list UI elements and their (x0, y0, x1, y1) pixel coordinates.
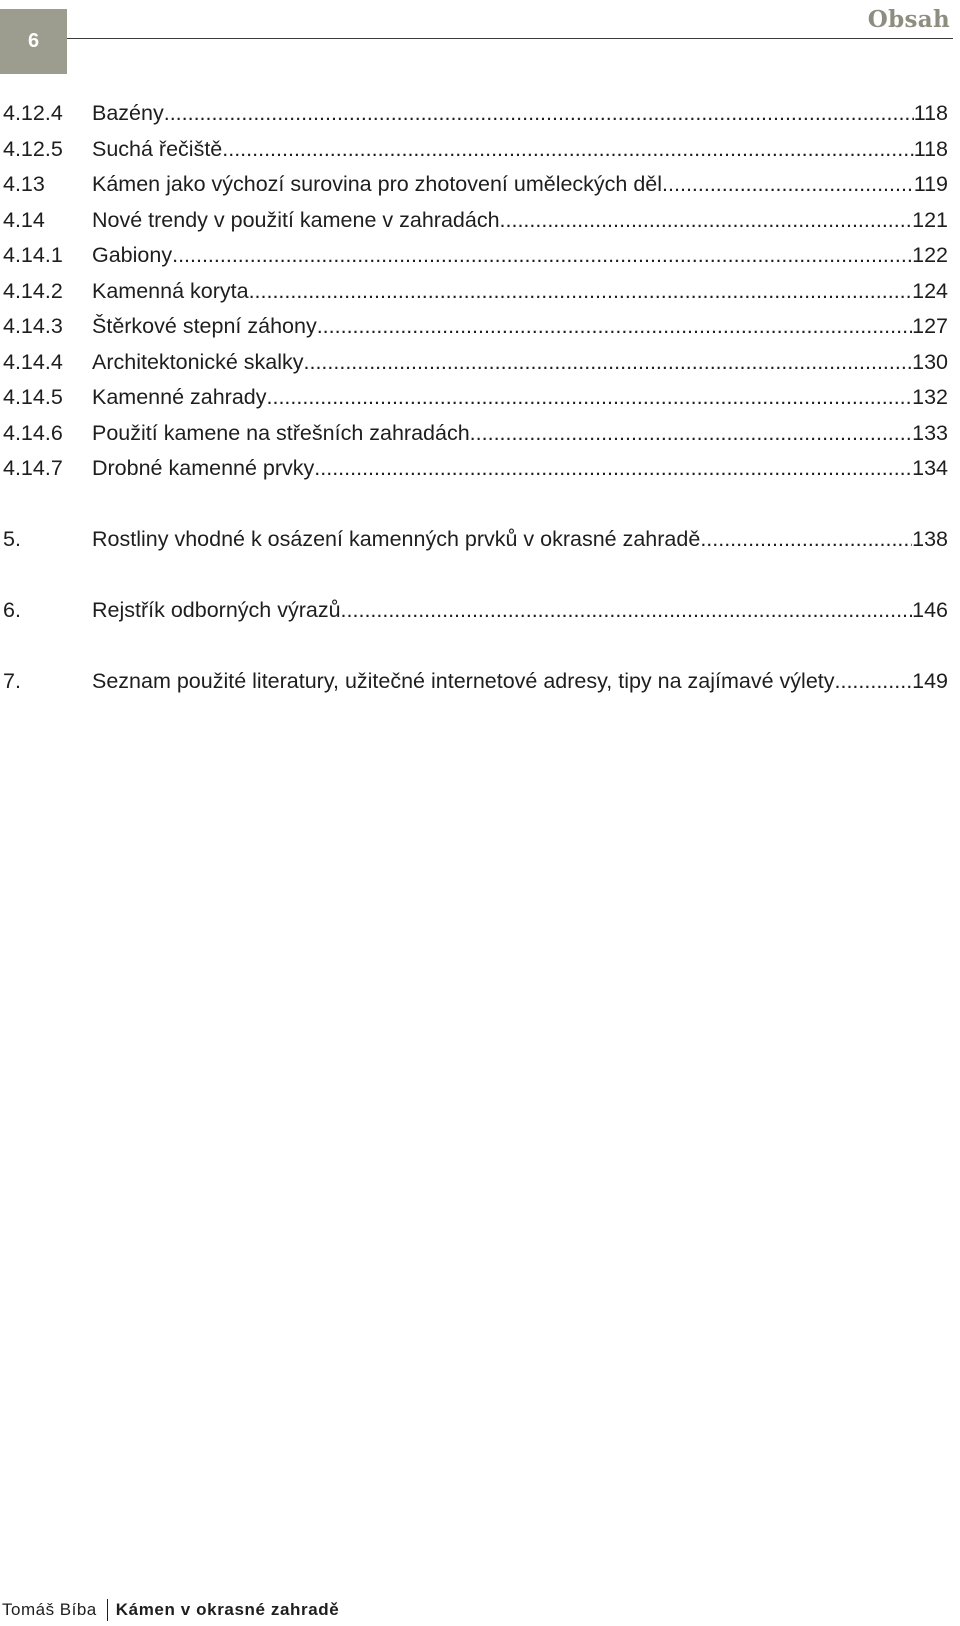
toc-entry-page: 138 (912, 527, 948, 551)
toc-entry-number: 6. (3, 598, 21, 622)
toc-entry-page: 134 (912, 456, 948, 480)
toc-entry-title: Architektonické skalky (92, 349, 304, 374)
header-rule (67, 38, 953, 39)
page-number-badge (0, 9, 67, 74)
footer-book-title: Kámen v okrasné zahradě (115, 1600, 340, 1619)
toc-entry-page: 122 (912, 243, 948, 267)
toc-entry-title: Seznam použité literatury, užitečné internetové adresy, tipy na zajímavé výlety (92, 669, 835, 693)
toc-leader-dots (314, 451, 912, 487)
toc-leader-dots (700, 522, 912, 558)
toc-entry-title: Štěrkové stepní záhony (92, 314, 317, 338)
toc-entry-number: 4.14.7 (3, 456, 63, 480)
toc-entry[interactable] (0, 416, 948, 452)
toc-entry-number: 4.12.4 (3, 101, 63, 125)
toc-entry[interactable] (0, 203, 948, 239)
toc-entry[interactable] (0, 238, 948, 274)
toc-entry[interactable] (0, 593, 948, 629)
toc-entry-page: 121 (912, 207, 948, 232)
section-title: Obsah (867, 6, 950, 33)
toc-entry-number: 4.14.2 (3, 278, 63, 303)
toc-entry[interactable] (0, 522, 948, 558)
toc-entry-title: Rejstřík odborných výrazů (92, 598, 341, 622)
toc-entry-title: Rostliny vhodné k osázení kamenných prvků v okrasné zahradě (92, 527, 701, 551)
toc-entry-page: 130 (912, 349, 948, 374)
toc-leader-dots (172, 238, 912, 274)
toc-entry-page: 118 (913, 101, 948, 125)
toc-entry-page: 119 (913, 172, 948, 196)
page-footer (0, 1597, 339, 1623)
toc-leader-dots (267, 380, 913, 416)
footer-author: Tomáš Bíba (2, 1600, 97, 1619)
toc-entry-title: Gabiony (92, 243, 173, 267)
toc-entry[interactable] (0, 345, 948, 381)
toc-entry[interactable] (0, 664, 948, 700)
toc-entry-title: Kamenná koryta (92, 278, 249, 303)
toc-entry-number: 7. (3, 669, 21, 693)
toc-leader-dots (835, 664, 913, 700)
toc-entry-page: 133 (912, 420, 948, 445)
toc-entry-title: Kamenné zahrady (92, 385, 267, 409)
toc-entry-page: 132 (912, 385, 948, 409)
toc-entry-title: Nové trendy v použití kamene v zahradách (92, 207, 500, 232)
toc-entry-number: 5. (3, 527, 21, 551)
toc-entry[interactable] (0, 167, 948, 203)
toc-entry[interactable] (0, 274, 948, 310)
toc-leader-dots (470, 416, 912, 452)
toc-entry-number: 4.14.3 (3, 314, 63, 338)
toc-entry-number: 4.14 (3, 207, 45, 232)
toc-leader-dots (222, 132, 913, 168)
toc-entry-title: Drobné kamenné prvky (92, 456, 315, 480)
toc-entry-title: Suchá řečiště (92, 136, 223, 161)
table-of-contents (0, 96, 948, 700)
footer-divider (107, 1599, 108, 1621)
toc-leader-dots (164, 96, 914, 132)
toc-entry[interactable] (0, 380, 948, 416)
toc-entry[interactable] (0, 451, 948, 487)
toc-entry[interactable] (0, 309, 948, 345)
toc-entry-page: 127 (912, 314, 948, 338)
toc-entry-title: Použití kamene na střešních zahradách (92, 420, 470, 445)
toc-entry-number: 4.12.5 (3, 136, 63, 161)
toc-entry-page: 118 (913, 136, 948, 161)
toc-leader-dots (317, 309, 912, 345)
toc-leader-dots (500, 203, 913, 239)
toc-entry-number: 4.13 (3, 172, 45, 196)
toc-entry[interactable] (0, 96, 948, 132)
toc-leader-dots (249, 274, 913, 310)
toc-leader-dots (304, 345, 913, 381)
toc-entry-page: 124 (912, 278, 948, 303)
toc-entry-number: 4.14.4 (3, 349, 63, 374)
toc-entry-title: Kámen jako výchozí surovina pro zhotovení uměleckých děl (92, 172, 663, 196)
toc-entry[interactable] (0, 132, 948, 168)
toc-entry-number: 4.14.5 (3, 385, 63, 409)
toc-entry-page: 146 (912, 598, 948, 622)
page-number: 6 (27, 30, 40, 52)
toc-entry-page: 149 (912, 669, 948, 693)
toc-leader-dots (662, 167, 914, 203)
toc-entry-number: 4.14.6 (3, 420, 63, 445)
toc-entry-title: Bazény (92, 101, 164, 125)
toc-leader-dots (341, 593, 913, 629)
toc-entry-number: 4.14.1 (3, 243, 63, 267)
